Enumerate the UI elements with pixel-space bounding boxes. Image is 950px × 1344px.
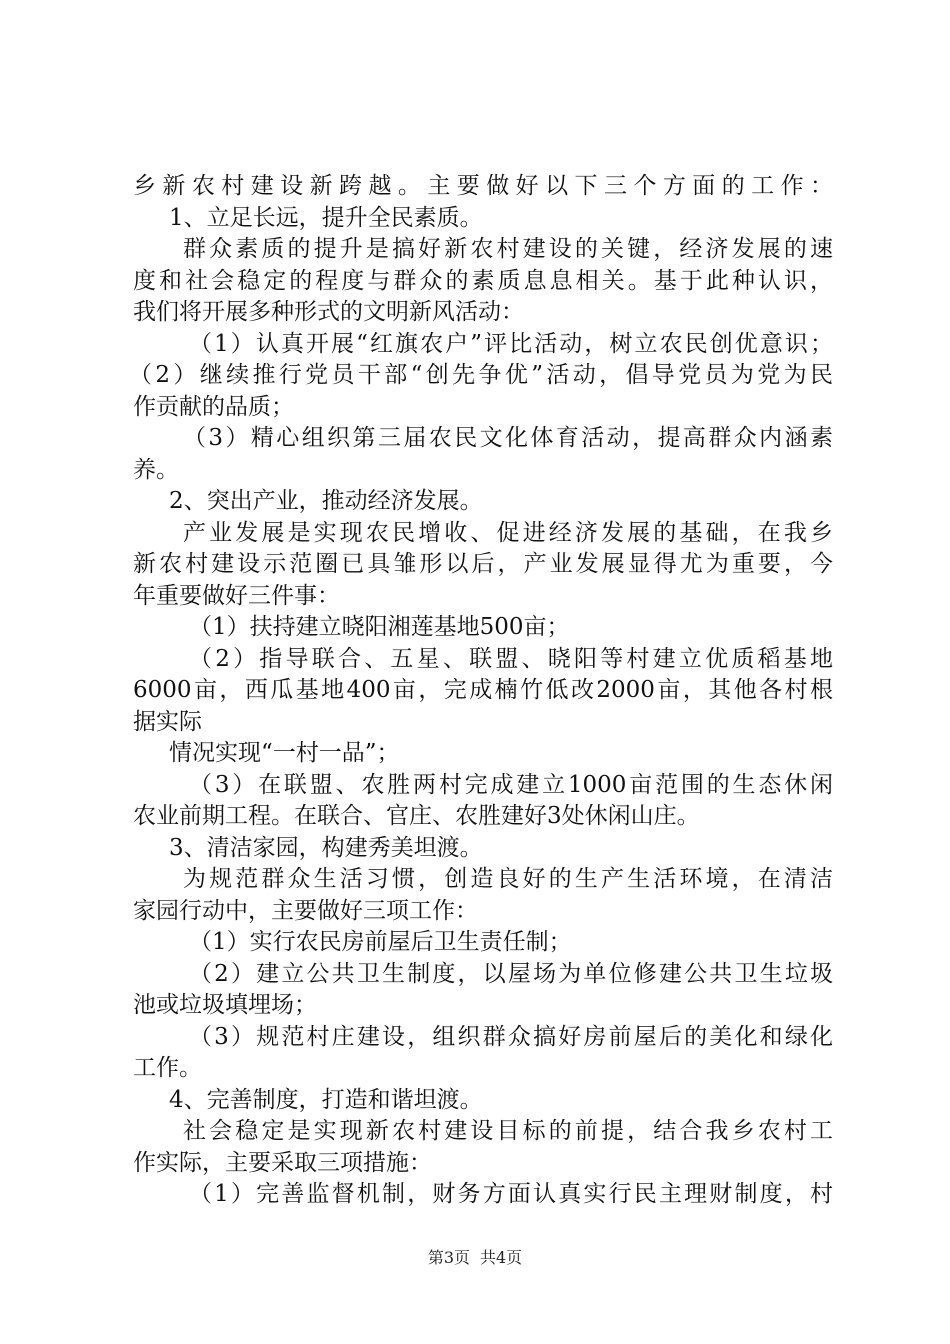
list-item: （1）扶持建立晓阳湘莲基地500亩；: [189, 614, 570, 640]
text-line: 工作。: [133, 1055, 202, 1081]
text-line: 乡新农村建设新跨越。主要做好以下三个方面的工作：: [133, 173, 833, 199]
text-line: 情况实现“一村一品”；: [169, 740, 400, 766]
text-line: 农业前期工程。在联合、官庄、农胜建好3处休闲山庄。: [133, 803, 700, 829]
text-line: 作贡献的品质；: [133, 393, 294, 420]
list-item: （3）在联盟、农胜两村完成建立1000亩范围的生态休闲: [189, 771, 833, 798]
list-item: （3）规范村庄建设，组织群众搞好房前屋后的美化和绿化: [189, 1023, 833, 1050]
list-item: （1）认真开展“红旗农户”评比活动，树立农民创优意识；: [189, 330, 833, 357]
text-line: 度和社会稳定的程度与群众的素质息息相关。基于此种认识，: [133, 267, 833, 294]
text-line: 为规范群众生活习惯，创造良好的生产生活环境，在清洁: [183, 866, 833, 892]
section-heading-3: 3、清洁家园，构建秀美坦渡。: [169, 834, 483, 861]
text-line: 家园行动中，主要做好三项工作：: [133, 897, 478, 924]
text-line: 池或垃圾填埋场；: [133, 992, 317, 1018]
section-heading-4: 4、完善制度，打造和谐坦渡。: [169, 1086, 483, 1113]
section-heading-1: 1、立足长远，提升全民素质。: [169, 204, 483, 231]
document-body: [129, 171, 833, 1211]
text-line: 群众素质的提升是搞好新农村建设的关键，经济发展的速: [183, 236, 833, 262]
text-line: 社会稳定是实现新农村建设目标的前提，结合我乡农村工: [183, 1118, 833, 1144]
list-item: （2）建立公共卫生制度，以屋场为单位修建公共卫生垃圾: [189, 960, 833, 987]
text-line: 6000亩，西瓜基地400亩，完成楠竹低改2000亩，其他各村根: [133, 677, 833, 703]
text-line: 据实际: [133, 708, 202, 735]
text-line: 作实际，主要采取三项措施：: [133, 1149, 432, 1176]
list-item: （2）继续推行党员干部“创先争优”活动，倡导党员为党为民: [129, 362, 833, 388]
text-line: 年重要做好三件事：: [133, 582, 340, 609]
page-number: 第3页: [427, 1248, 470, 1267]
page-total: 共4页: [480, 1248, 523, 1267]
list-item: （3）精心组织第三届农民文化体育活动，提高群众内涵素: [183, 425, 833, 451]
list-item: （1）实行农民房前屋后卫生责任制；: [189, 929, 572, 955]
text-line: 养。: [133, 456, 179, 483]
text-line: 我们将开展多种形式的文明新风活动：: [133, 299, 524, 325]
section-heading-2: 2、突出产业，推动经济发展。: [169, 488, 483, 514]
page-footer: [0, 1245, 950, 1268]
list-item: （2）指导联合、五星、联盟、晓阳等村建立优质稻基地: [189, 645, 833, 672]
text-line: 产业发展是实现农民增收、促进经济发展的基础，在我乡: [183, 519, 833, 546]
list-item: （1）完善监督机制，财务方面认真实行民主理财制度，村: [189, 1181, 833, 1207]
text-line: 新农村建设示范圈已具雏形以后，产业发展显得尤为重要，今: [133, 551, 833, 577]
